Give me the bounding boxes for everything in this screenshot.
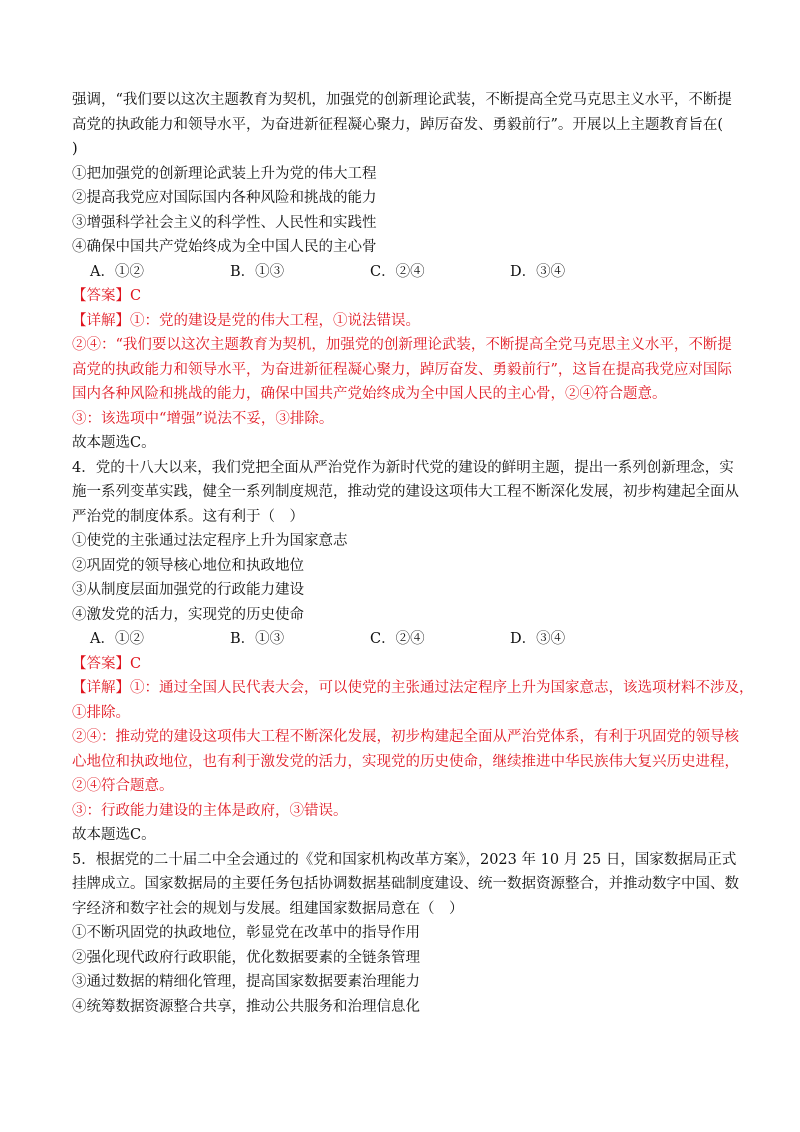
analysis-line: ③：行政能力建设的主体是政府，③错误。 [72, 802, 348, 819]
analysis-line: 心地位和执政地位，也有利于激发党的活力，实现党的历史使命，继续推进中华民族伟大复兴历史进程， [72, 753, 739, 770]
option-d: D．③④ [510, 631, 566, 647]
analysis-line: 【详解】①：党的建设是党的伟大工程，①说法错误。 [72, 312, 420, 329]
question-4 [72, 456, 754, 848]
conclusion: 故本题选C。 [72, 827, 156, 843]
choice-item: ①使党的主张通过法定程序上升为国家意志 [72, 533, 348, 549]
question-stem-line: 施一系列变革实践，健全一系列制度规范，推动党的建设这项伟大工程不断深化发展，初步构建起全面从 [72, 484, 739, 500]
choice-item: ③通过数据的精细化管理，提高国家数据要素治理能力 [72, 974, 420, 990]
analysis-line: 国内各种风险和挑战的能力，确保中国共产党始终成为全中国人民的主心骨，②④符合题意。 [72, 386, 667, 402]
choice-item: ②巩固党的领导核心地位和执政地位 [72, 557, 304, 574]
document-page [72, 88, 754, 1019]
choice-item: ④统筹数据资源整合共享，推动公共服务和治理信息化 [72, 998, 420, 1015]
option-a: A．①② [90, 631, 144, 647]
choice-item: ①把加强党的创新理论武装上升为党的伟大工程 [72, 165, 377, 182]
question-stem-line: 5．根据党的二十届二中全会通过的《党和国家机构改革方案》，2023 年 10 月 25 日，国家数据局正式 [72, 851, 737, 868]
choice-item: ②提高我党应对国际国内各种风险和挑战的能力 [72, 190, 377, 206]
answer-label: 【答案】C [72, 288, 142, 304]
question-stem-line: 严治党的制度体系。这有利于（ ） [72, 508, 304, 525]
option-c: C．②④ [370, 631, 425, 647]
answer-options [72, 627, 732, 652]
question-stem-line: 强调，“我们要以这次主题教育为契机，加强党的创新理论武装，不断提高全党马克思主义水平，不断提 [72, 92, 732, 108]
choice-item: ④激发党的活力，实现党的历史使命 [72, 606, 304, 623]
question-stem-line: ) [72, 141, 78, 157]
option-d: D．③④ [510, 263, 566, 280]
question-stem-line: 高党的执政能力和领导水平，为奋进新征程凝心聚力，踔厉奋发、勇毅前行”。开展以上主题教育旨在( [72, 116, 724, 133]
choice-item: ④确保中国共产党始终成为全中国人民的主心骨 [72, 239, 377, 255]
analysis-line: 【详解】①：通过全国人民代表大会，可以使党的主张通过法定程序上升为国家意志，该选项材料不涉及， [72, 680, 754, 696]
choice-item: ②强化现代政府行政职能，优化数据要素的全链条管理 [72, 949, 420, 966]
analysis-line: ②④：推动党的建设这项伟大工程不断深化发展，初步构建起全面从严治党体系，有利于巩固党的领导核 [72, 729, 739, 745]
analysis-line: ①排除。 [72, 704, 130, 721]
question-stem-line: 挂牌成立。国家数据局的主要任务包括协调数据基础制度建设、统一数据资源整合，并推动数字中国、数 [72, 876, 739, 892]
question-stem-line: 字经济和数字社会的规划与发展。组建国家数据局意在（ ） [72, 900, 464, 917]
answer-options [72, 260, 732, 285]
analysis-line: ②④符合题意。 [72, 778, 174, 794]
analysis-line: ③：该选项中“增强”说法不妥，③排除。 [72, 410, 334, 427]
option-b: B．①③ [230, 631, 285, 647]
choice-item: ①不断巩固党的执政地位，彰显党在改革中的指导作用 [72, 925, 420, 941]
option-c: C．②④ [370, 263, 425, 280]
option-b: B．①③ [230, 263, 285, 280]
answer-label: 【答案】C [72, 655, 142, 672]
question-stem-line: 4．党的十八大以来，我们党把全面从严治党作为新时代党的建设的鲜明主题，提出一系列创新理念，实 [72, 459, 734, 476]
conclusion: 故本题选C。 [72, 435, 156, 451]
choice-item: ③增强科学社会主义的科学性、人民性和实践性 [72, 214, 377, 231]
option-a: A．①② [90, 263, 144, 280]
analysis-line: 高党的执政能力和领导水平，为奋进新征程凝心聚力，踔厉奋发、勇毅前行”，这旨在提高我党应对国际 [72, 361, 732, 378]
question-3 [72, 88, 732, 456]
choice-item: ③从制度层面加强党的行政能力建设 [72, 582, 304, 598]
analysis-line: ②④：“我们要以这次主题教育为契机，加强党的创新理论武装，不断提高全党马克思主义水平，不断提 [72, 337, 732, 353]
question-5 [72, 848, 739, 1020]
